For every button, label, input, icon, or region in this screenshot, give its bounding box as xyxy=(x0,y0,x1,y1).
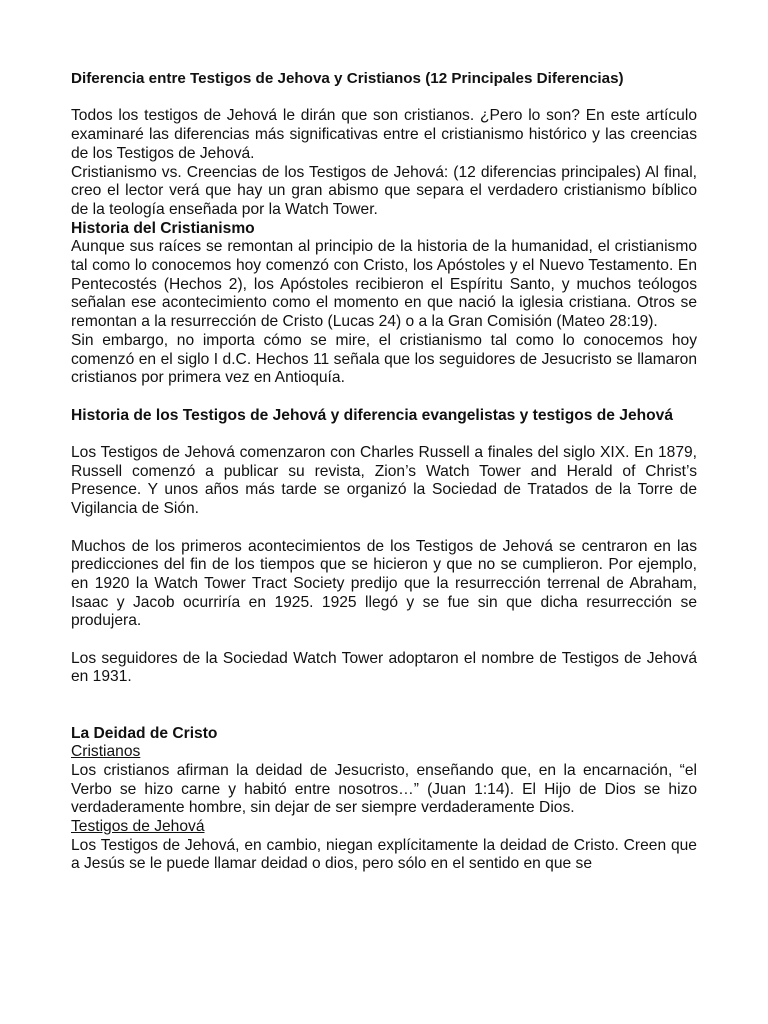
document-page xyxy=(71,70,697,874)
intro-paragraph-2: Cristianismo vs. Creencias de los Testigos de Jehová: (12 diferencias principales) Al final, creo el lector verá que hay un gran abismo que separa el verdadero cristianismo bíblico de la teología enseñada por la Watch Tower. xyxy=(71,163,697,218)
history-christianity-paragraph-1: Aunque sus raíces se remontan al principio de la historia de la humanidad, el cristianismo tal como lo conocemos hoy comenzó con Cristo, los Apóstoles y el Nuevo Testamento. En Pentecostés (Hechos 2), los Apóstoles recibieron el Espíritu Santo, y muchos teólogos señalan ese acontecimiento como el momento en que nació la iglesia cristiana. Otros se remontan a la resurrección de Cristo (Lucas 24) o a la Gran Comisión (Mateo 28:19). xyxy=(71,238,697,331)
spacer xyxy=(71,89,697,108)
spacer xyxy=(71,388,697,407)
christians-paragraph: Los cristianos afirman la deidad de Jesucristo, enseñando que, en la encarnación, “el Verbo se hizo carne y habitó entre nosotros…” (Juan 1:14). El Hijo de Dios se hizo verdaderamente hombre, sin dejar de ser siempre verdaderamente Dios. xyxy=(71,761,697,817)
heading-deity-of-christ: La Deidad de Cristo xyxy=(71,724,218,742)
subheading-jehovahs-witnesses: Testigos de Jehová xyxy=(71,818,205,836)
history-christianity-paragraph-2: Sin embargo, no importa cómo se mire, el cristianismo tal como lo conocemos hoy comenzó en el siglo I d.C. Hechos 11 señala que los seguidores de Jesucristo se llamaron cristianos por primera vez en Antioquía. xyxy=(71,331,697,387)
heading-history-christianity: Historia del Cristianismo xyxy=(71,219,255,237)
spacer xyxy=(71,425,697,444)
spacer xyxy=(71,687,697,724)
spacer xyxy=(71,519,697,538)
jehovahs-witnesses-paragraph: Los Testigos de Jehová, en cambio, niegan explícitamente la deidad de Cristo. Creen que a Jesús se le puede llamar deidad o dios, pero sólo en el sentido en que se xyxy=(71,836,697,873)
history-jw-paragraph-3: Los seguidores de la Sociedad Watch Tower adoptaron el nombre de Testigos de Jehová en 1931. xyxy=(71,649,697,686)
history-jw-paragraph-2: Muchos de los primeros acontecimientos de los Testigos de Jehová se centraron en las predicciones del fin de los tiempos que se hicieron y que no se cumplieron. Por ejemplo, en 1920 la Watch Tower Tract Society predijo que la resurrección terrenal de Abraham, Isaac y Jacob ocurriría en 1925. 1925 llegó y se fue sin que dicha resurrección se produjera. xyxy=(71,537,697,630)
document-title: Diferencia entre Testigos de Jehova y Cristianos (12 Principales Diferencias) xyxy=(71,70,624,87)
history-jw-paragraph-1: Los Testigos de Jehová comenzaron con Charles Russell a finales del siglo XIX. En 1879, Russell comenzó a publicar su revista, Zion’s Watch Tower and Herald of Christ’s Presence. Y unos años más tarde se organizó la Sociedad de Tratados de la Torre de Vigilancia de Sión. xyxy=(71,444,697,518)
heading-history-jw: Historia de los Testigos de Jehová y diferencia evangelistas y testigos de Jehová xyxy=(71,406,674,424)
intro-paragraph-1: Todos los testigos de Jehová le dirán que son cristianos. ¿Pero lo son? En este artículo examinaré las diferencias más significativas entre el cristianismo histórico y las creencias de los Testigos de Jehová. xyxy=(71,107,697,162)
spacer xyxy=(71,631,697,650)
subheading-christians: Cristianos xyxy=(71,743,141,761)
